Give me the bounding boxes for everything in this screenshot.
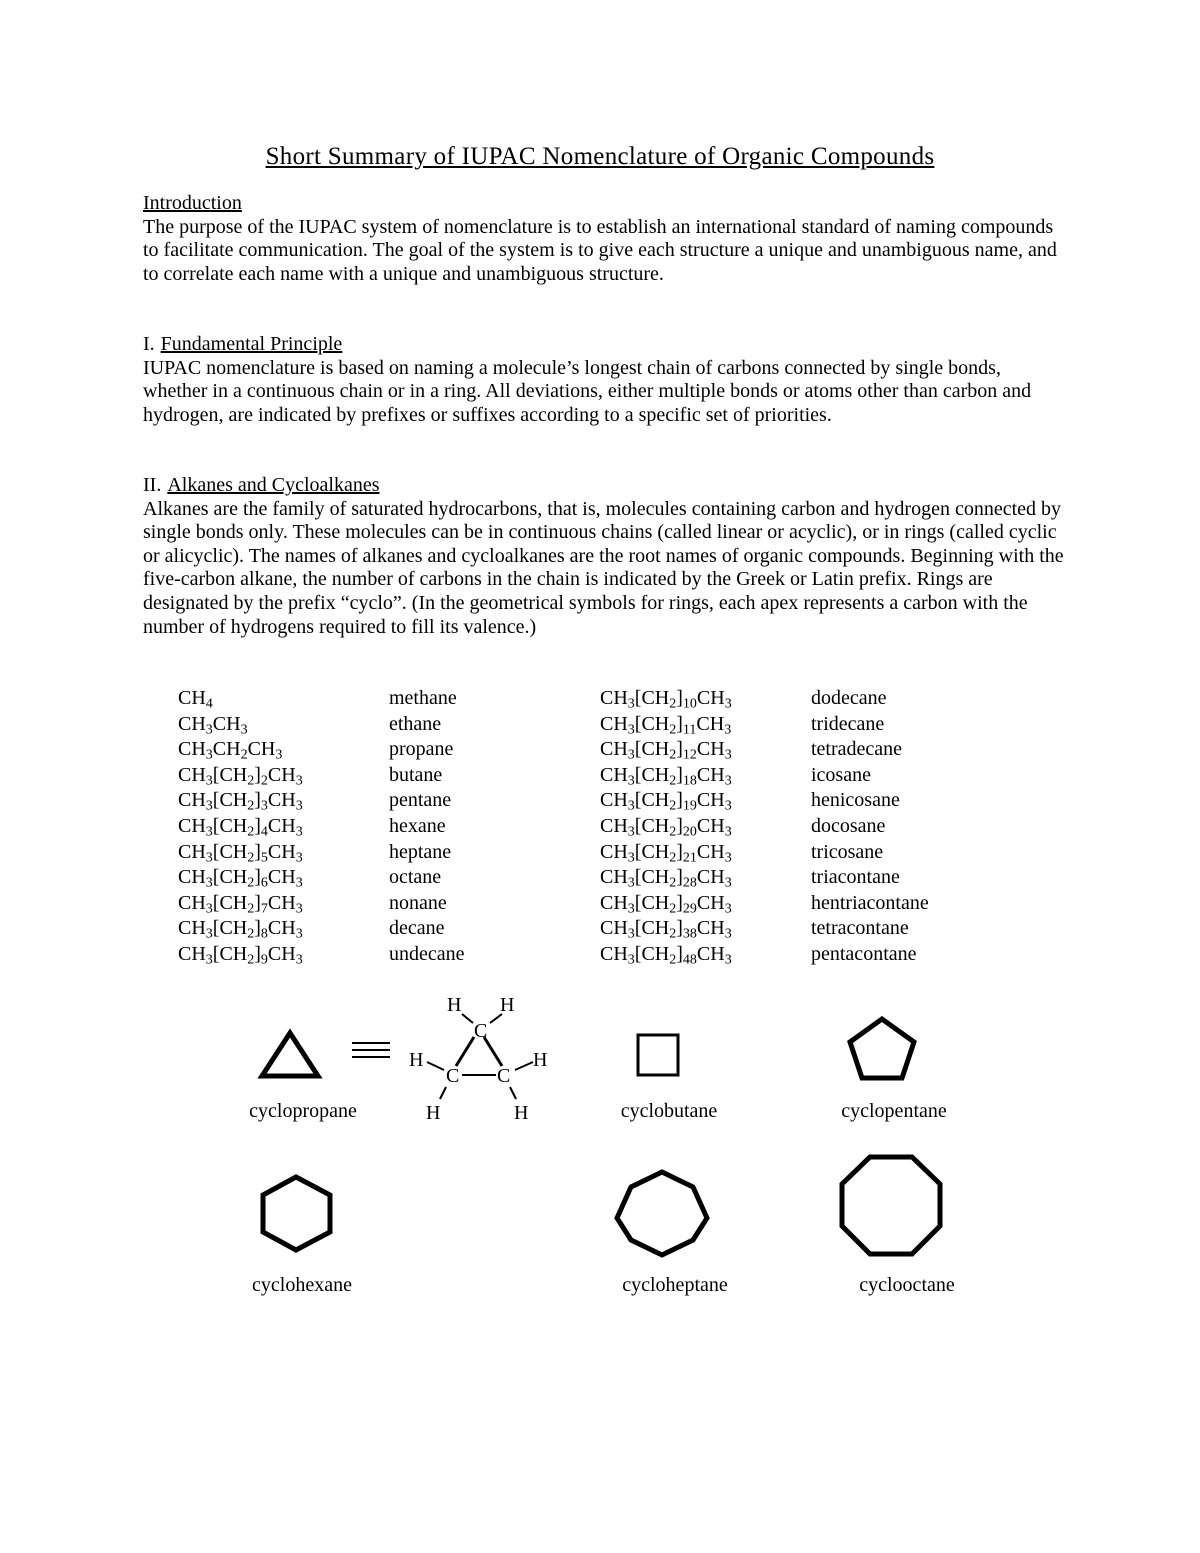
atom-label-h-bottom-left: H [426, 1102, 441, 1124]
section-text-fundamental: IUPAC nomenclature is based on naming a molecule’s longest chain of carbons connected by single bonds, whether in a continuous chain or in a ring. All deviations, either multiple bonds or atoms other than carbon and hydrogen, are indicated by prefixes or suffixes according to a specific set of priorities. [143, 356, 1032, 426]
alkane-name: butane [389, 763, 443, 786]
atom-label-c-left: C [446, 1065, 460, 1087]
alkane-name: tricosane [811, 840, 884, 863]
alkane-name: decane [389, 917, 445, 940]
alkane-name: octane [389, 866, 442, 889]
alkane-formula: $CH_3CH_2CH_3$ [178, 738, 283, 763]
cyclobutane-ring-icon [638, 1035, 678, 1075]
alkane-formula: $CH_3[CH_2]_{28}CH_3$ [600, 866, 732, 891]
cyclopropane-ring-icon [262, 1033, 318, 1076]
atom-label-h-top-left: H [447, 994, 462, 1016]
section-heading-introduction: Introduction [143, 192, 242, 214]
alkane-name: heptane [389, 840, 452, 863]
alkane-formula: $CH_3CH_3$ [178, 712, 248, 738]
alkane-formula: $CH_3[CH_2]_2CH_3$ [178, 763, 303, 789]
alkane-formula: $CH_3[CH_2]_3CH_3$ [178, 789, 303, 814]
alkane-name: pentacontane [811, 942, 917, 965]
alkane-formula: $CH_3[CH_2]_9CH_3$ [178, 942, 303, 968]
alkane-formula: $CH_3[CH_2]_5CH_3$ [178, 840, 303, 866]
alkane-name: hexane [389, 814, 446, 837]
ring-label-cyclooctane: cyclooctane [859, 1274, 955, 1296]
alkane-formula: $CH_3[CH_2]_{12}CH_3$ [600, 738, 732, 763]
section-numeral: I. [143, 333, 155, 355]
alkane-formula: $CH_3[CH_2]_{20}CH_3$ [600, 814, 732, 840]
equivalence-symbol [352, 1043, 390, 1057]
cyclohexane-ring-icon [263, 1177, 330, 1250]
atom-label-h-left: H [409, 1049, 424, 1071]
alkane-formula: $CH_4$ [178, 687, 213, 712]
alkane-formula: $CH_3[CH_2]_8CH_3$ [178, 917, 303, 942]
atom-label-h-top-right: H [500, 994, 515, 1016]
alkane-formula: $CH_3[CH_2]_4CH_3$ [178, 814, 303, 840]
alkane-name: undecane [389, 942, 465, 965]
cyclopentane-ring-icon [850, 1019, 914, 1078]
ring-label-cyclobutane: cyclobutane [620, 1100, 718, 1122]
alkane-formula: $CH_3[CH_2]_{10}CH_3$ [600, 687, 732, 712]
section-heading-fundamental: Fundamental Principle [160, 333, 343, 355]
alkane-formula: $CH_3[CH_2]_{11}CH_3$ [600, 712, 732, 738]
alkane-formula: $CH_3[CH_2]_7CH_3$ [178, 891, 303, 917]
alkane-name: hentriacontane [811, 891, 929, 914]
cycloheptane-ring-icon [617, 1172, 707, 1255]
alkane-formula: $CH_3[CH_2]_{18}CH_3$ [600, 763, 732, 789]
alkane-formula: $CH_3[CH_2]_{21}CH_3$ [600, 840, 732, 866]
alkane-name: propane [389, 738, 454, 761]
alkane-name: ethane [389, 712, 442, 735]
alkane-name: nonane [389, 891, 447, 914]
cyclooctane-ring-icon [842, 1157, 940, 1254]
alkane-name: tetracontane [811, 917, 909, 940]
atom-label-c-top: C [474, 1020, 488, 1042]
ring-label-cyclopropane: cyclopropane [249, 1100, 357, 1122]
section-numeral: II. [143, 474, 162, 496]
alkane-name: icosane [811, 763, 871, 786]
ring-label-cycloheptane: cycloheptane [622, 1274, 728, 1296]
alkane-formula: $CH_3[CH_2]_6CH_3$ [178, 866, 303, 891]
alkane-formula: $CH_3[CH_2]_{29}CH_3$ [600, 891, 732, 917]
alkane-name: methane [389, 687, 457, 709]
section-text-introduction: The purpose of the IUPAC system of nomenclature is to establish an international standard of naming compounds to facilitate communication. The goal of the system is to give each structure a unique and unambiguous name, and to correlate each name with a unique and unambiguous structure. [143, 215, 1057, 285]
atom-label-h-right: H [533, 1049, 548, 1071]
section-heading-alkanes: Alkanes and Cycloalkanes [167, 474, 380, 496]
alkane-name: henicosane [811, 789, 900, 812]
section-text-alkanes: Alkanes are the family of saturated hydrocarbons, that is, molecules containing carbon and hydrogen connected by single bonds only. These molecules can be in continuous chains (called linear or acyclic), or in rings (called cyclic or alicyclic). The names of alkanes and cycloalkanes are the root names of organic compounds. Beginning with the five-carbon alkane, the number of carbons in the chain is indicated by the Greek or Latin prefix. Rings are designated by the prefix “cyclo”. (In the geometrical symbols for rings, each apex represents a carbon with the number of hydrogens required to fill its valence.) [143, 497, 1064, 638]
alkane-formula: $CH_3[CH_2]_{48}CH_3$ [600, 942, 732, 968]
atom-label-c-right: C [497, 1065, 511, 1087]
alkane-name: tridecane [811, 712, 885, 735]
alkane-name: dodecane [811, 687, 887, 709]
ring-label-cyclohexane: cyclohexane [252, 1274, 352, 1296]
alkane-formula: $CH_3[CH_2]_{38}CH_3$ [600, 917, 732, 942]
alkane-name: triacontane [811, 866, 900, 889]
alkane-name: tetradecane [811, 738, 903, 761]
atom-label-h-bottom-right: H [514, 1102, 529, 1124]
alkane-formula: $CH_3[CH_2]_{19}CH_3$ [600, 789, 732, 814]
alkane-name: pentane [389, 789, 452, 812]
alkane-name: docosane [811, 814, 886, 837]
document-title: Short Summary of IUPAC Nomenclature of Organic Compounds [265, 143, 935, 170]
ring-label-cyclopentane: cyclopentane [841, 1100, 947, 1122]
